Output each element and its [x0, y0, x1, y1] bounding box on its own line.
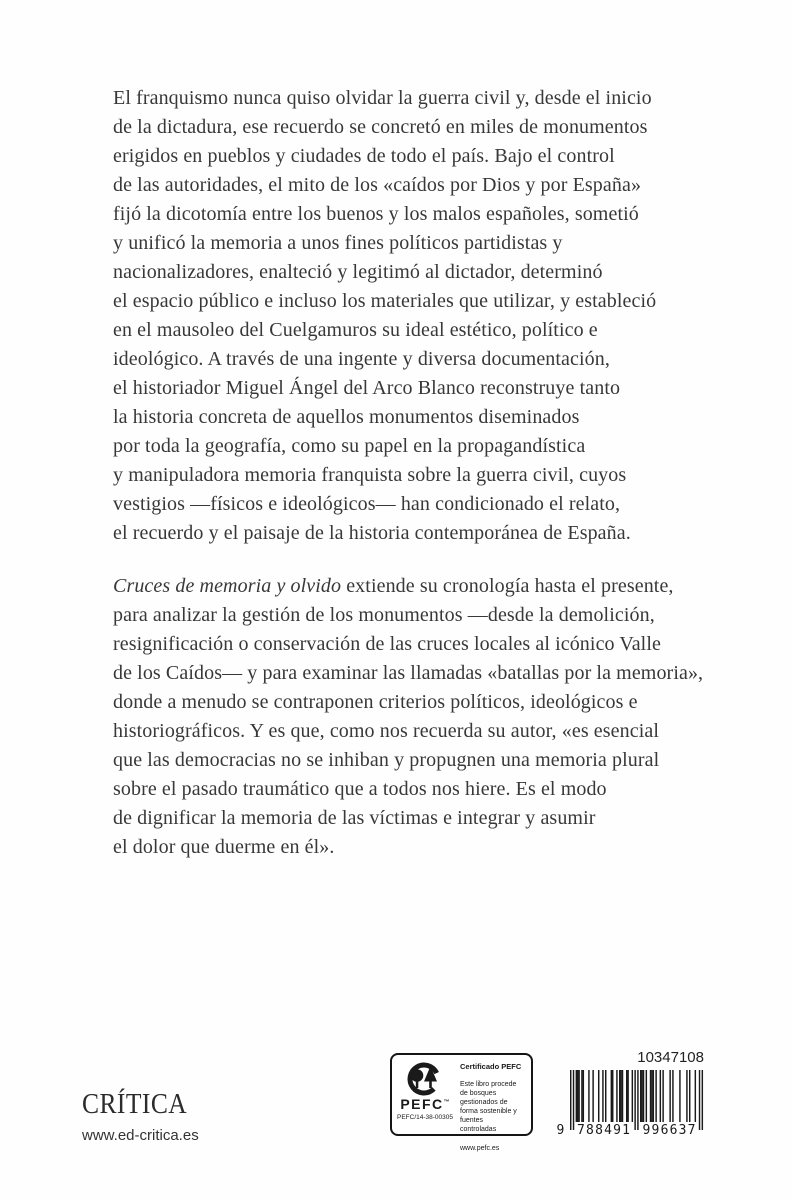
text-line: donde a menudo se contraponen criterios políticos, ideológicos e — [113, 691, 638, 713]
ean-digits-right: 996637 — [642, 1123, 696, 1136]
pefc-certificate-title: Certificado PEFC — [460, 1062, 522, 1071]
publisher-brand — [82, 1088, 202, 1144]
pefc-license-number: PEFC/14-38-00305 — [396, 1114, 453, 1121]
text-line: nacionalizadores, enalteció y legitimó al dictador, determinó — [113, 261, 603, 283]
text-line: el dolor que duerme en él». — [113, 836, 335, 858]
text-line: para analizar la gestión de los monumentos —desde la demolición, — [113, 604, 655, 626]
text-line: erigidos en pueblos y ciudades de todo el país. Bajo el control — [113, 145, 615, 167]
barcode-product-number: 10347108 — [637, 1049, 704, 1066]
text-line: historiográficos. Y es que, como nos recuerda su autor, «es esencial — [113, 720, 660, 742]
ean-barcode — [556, 1070, 704, 1136]
ean-barcode-bars — [570, 1070, 703, 1130]
barcode-block — [556, 1049, 706, 1136]
pefc-logo-word: PEFC — [400, 1096, 444, 1112]
synopsis-paragraph-1 — [113, 84, 703, 548]
text-line: la historia concreta de aquellos monumentos diseminados — [113, 406, 580, 428]
pefc-website: www.pefc.es — [460, 1144, 500, 1152]
pefc-description: Este libro procede de bosques gestionados de forma sostenible y fuentes controladas — [460, 1081, 517, 1134]
critica-logo: CRÍTICA — [82, 1088, 188, 1120]
text-line: en el mausoleo del Cuelgamuros su ideal estético, político e — [113, 319, 598, 341]
text-line: resignificación o conservación de las cruces locales al icónico Valle — [113, 633, 661, 655]
pefc-text-column — [458, 1055, 531, 1152]
pefc-logo-column — [392, 1055, 458, 1134]
text-line: y unificó la memoria a unos fines políticos partidistas y — [113, 232, 563, 254]
text-line: vestigios —físicos e ideológicos— han condicionado el relato, — [113, 493, 621, 515]
ean-digit-prefix: 9 — [556, 1123, 565, 1136]
synopsis-paragraph-2 — [113, 572, 703, 862]
first-line-rest: extiende su cronología hasta el presente, — [341, 575, 674, 597]
text-line: El franquismo nunca quiso olvidar la guerra civil y, desde el inicio — [113, 87, 652, 109]
pefc-tree-logo-icon — [403, 1060, 447, 1096]
text-line: y manipuladora memoria franquista sobre la guerra civil, cuyos — [113, 464, 627, 486]
text-line: de los Caídos— y para examinar las llamadas «batallas por la memoria», — [113, 662, 704, 684]
text-line: ideológico. A través de una ingente y diversa documentación, — [113, 348, 610, 370]
publisher-website: www.ed-critica.es — [82, 1127, 199, 1144]
text-line: fijó la dicotomía entre los buenos y los malos españoles, sometió — [113, 203, 639, 225]
text-line: el recuerdo y el paisaje de la historia contemporánea de España. — [113, 522, 631, 544]
text-line — [113, 572, 703, 601]
text-line: por toda la geografía, como su papel en la propagandística — [113, 435, 586, 457]
synopsis-text — [113, 84, 703, 862]
text-line: el historiador Miguel Ángel del Arco Blanco reconstruye tanto — [113, 377, 621, 399]
pefc-certification-box — [390, 1053, 533, 1152]
text-line: de la dictadura, ese recuerdo se concretó en miles de monumentos — [113, 116, 648, 138]
text-line: el espacio público e incluso los materiales que utilizar, y estableció — [113, 290, 657, 312]
ean-digits-left: 788491 — [577, 1123, 630, 1136]
text-line: que las democracias no se inhiban y propugnen una memoria plural — [113, 749, 660, 771]
text-line: de dignificar la memoria de las víctimas e integrar y asumir — [113, 807, 596, 829]
text-line: sobre el pasado traumático que a todos nos hiere. Es el modo — [113, 778, 607, 800]
book-title-italic: Cruces de memoria y olvido — [113, 575, 342, 597]
synopsis-paragraph-2-rest — [113, 601, 703, 862]
pefc-trademark: ™ — [443, 1099, 450, 1106]
pefc-logo-text — [392, 1096, 458, 1112]
text-line: de las autoridades, el mito de los «caídos por Dios y por España» — [113, 174, 642, 196]
